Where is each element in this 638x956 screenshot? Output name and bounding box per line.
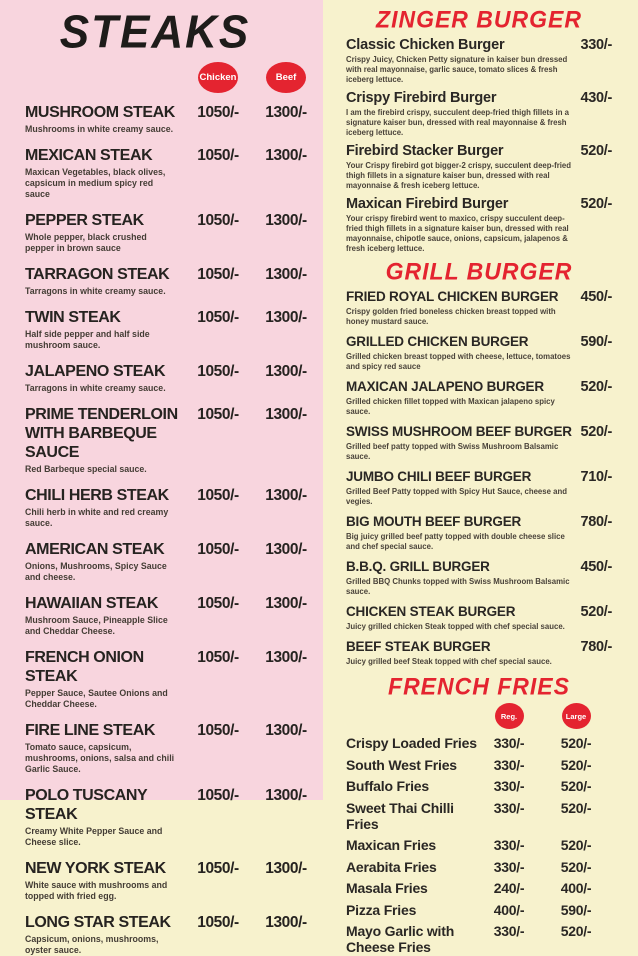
item-price-large: 520/- bbox=[560, 858, 592, 875]
item-price-large: 520/- bbox=[560, 837, 592, 853]
steak-menu-item bbox=[25, 913, 323, 956]
item-description: Mushrooms in white creamy sauce. bbox=[25, 124, 174, 134]
steak-menu-item bbox=[25, 146, 323, 200]
item-price-reg: 330/- bbox=[493, 858, 525, 875]
burger-item-head bbox=[346, 333, 612, 351]
item-price-reg: 400/- bbox=[493, 901, 525, 918]
burger-menu-item bbox=[346, 513, 612, 552]
steak-menu-item bbox=[25, 362, 323, 394]
steak-item-main bbox=[25, 362, 185, 394]
steak-menu-item bbox=[25, 594, 323, 637]
fries-menu-item bbox=[346, 859, 612, 875]
burger-item-head bbox=[346, 468, 612, 486]
burger-item-head bbox=[346, 142, 612, 160]
burger-menu-item bbox=[346, 638, 612, 667]
steak-item-main bbox=[25, 265, 185, 297]
item-description: Pepper Sauce, Sautee Onions and Cheddar Cheese. bbox=[25, 688, 168, 709]
item-price-chicken: 1050/- bbox=[197, 406, 239, 423]
burger-menu-item bbox=[346, 378, 612, 417]
item-description: Red Barbeque special sauce. bbox=[25, 464, 147, 474]
fries-menu-item bbox=[346, 923, 612, 955]
reg-column-header bbox=[478, 703, 540, 729]
item-description: Chili herb in white and red creamy sauce. bbox=[25, 507, 169, 528]
item-price-chicken: 1050/- bbox=[197, 860, 239, 877]
item-price: 710/- bbox=[580, 469, 612, 485]
steak-menu-item bbox=[25, 540, 323, 583]
steaks-section-title: STEAKS bbox=[59, 6, 251, 59]
item-price-chicken: 1050/- bbox=[197, 649, 239, 666]
large-column-header bbox=[540, 703, 612, 729]
grill-burger-list bbox=[346, 288, 612, 667]
steak-item-main bbox=[25, 486, 185, 529]
item-name: CHILI HERB STEAK bbox=[25, 487, 169, 504]
item-price-beef: 1300/- bbox=[265, 309, 307, 326]
item-price-beef: 1300/- bbox=[265, 406, 307, 423]
item-name: Sweet Thai Chilli Fries bbox=[346, 799, 454, 832]
steak-item-main bbox=[25, 308, 185, 351]
item-description: Grilled BBQ Chunks topped with Swiss Mushroom Balsamic sauce. bbox=[346, 577, 570, 596]
item-price-beef: 1300/- bbox=[265, 212, 307, 229]
steaks-list bbox=[25, 103, 323, 956]
burger-item-head bbox=[346, 195, 612, 213]
item-name: POLO TUSCANY STEAK bbox=[25, 787, 148, 823]
fries-menu-item bbox=[346, 902, 612, 918]
item-description: Grilled chicken fillet topped with Maxican jalapeno spicy sauce. bbox=[346, 397, 555, 416]
steak-item-main bbox=[25, 540, 185, 583]
steak-menu-item bbox=[25, 405, 323, 475]
item-price: 780/- bbox=[580, 514, 612, 530]
fries-menu-item bbox=[346, 837, 612, 853]
burger-item-head bbox=[346, 89, 612, 107]
item-price-reg: 330/- bbox=[493, 923, 525, 939]
large-price-badge: Large bbox=[562, 703, 591, 729]
steak-menu-item bbox=[25, 265, 323, 297]
item-description: Tarragons in white creamy sauce. bbox=[25, 286, 166, 296]
item-description: Mushroom Sauce, Pineapple Slice and Cheddar Cheese. bbox=[25, 615, 168, 636]
item-description: Tarragons in white creamy sauce. bbox=[25, 383, 166, 393]
item-description: Onions, Mushrooms, Spicy Sauce and cheese. bbox=[25, 561, 167, 582]
item-name: Crispy Firebird Burger bbox=[346, 90, 497, 106]
burger-menu-item bbox=[346, 89, 612, 138]
item-price-chicken: 1050/- bbox=[197, 363, 239, 380]
item-name: AMERICAN STEAK bbox=[25, 541, 165, 558]
item-description: Creamy White Pepper Sauce and Cheese slice. bbox=[25, 826, 163, 847]
burger-item-head bbox=[346, 288, 612, 306]
burger-item-head bbox=[346, 603, 612, 621]
steak-item-main bbox=[25, 146, 185, 200]
burger-menu-item bbox=[346, 288, 612, 327]
chicken-column-header bbox=[185, 62, 251, 93]
item-name: LONG STAR STEAK bbox=[25, 914, 171, 931]
burger-item-head bbox=[346, 378, 612, 396]
chicken-price-badge: Chicken bbox=[198, 62, 238, 93]
item-name: Firebird Stacker Burger bbox=[346, 143, 504, 159]
fries-menu-item bbox=[346, 778, 612, 794]
item-price: 520/- bbox=[580, 379, 612, 395]
burger-menu-item bbox=[346, 423, 612, 462]
steak-item-main bbox=[25, 721, 185, 775]
item-description: Capsicum, onions, mushrooms, oyster sauce. bbox=[25, 934, 159, 955]
item-name: Mayo Garlic with Cheese Fries bbox=[346, 923, 455, 955]
fries-menu-item bbox=[346, 880, 612, 896]
item-price-reg: 330/- bbox=[493, 837, 525, 853]
item-price-beef: 1300/- bbox=[265, 595, 307, 612]
item-name: Crispy Loaded Fries bbox=[346, 735, 477, 751]
fries-price-header-row bbox=[346, 703, 612, 729]
item-price-chicken: 1050/- bbox=[197, 722, 239, 739]
item-name: PRIME TENDERLOIN WITH BARBEQUE SAUCE bbox=[25, 406, 178, 461]
item-price-beef: 1300/- bbox=[265, 860, 307, 877]
steak-menu-item bbox=[25, 211, 323, 254]
burger-menu-item bbox=[346, 36, 612, 85]
item-price-beef: 1300/- bbox=[265, 363, 307, 380]
steak-menu-item bbox=[25, 859, 323, 902]
item-price: 590/- bbox=[580, 334, 612, 350]
item-name: CHICKEN STEAK BURGER bbox=[346, 604, 516, 619]
burger-menu-item bbox=[346, 558, 612, 597]
item-price-large: 590/- bbox=[560, 901, 592, 918]
item-price-beef: 1300/- bbox=[265, 104, 307, 121]
item-price-large: 520/- bbox=[560, 799, 592, 816]
item-price-beef: 1300/- bbox=[265, 266, 307, 283]
item-name: MAXICAN JALAPENO BURGER bbox=[346, 379, 544, 394]
item-name: FRENCH ONION STEAK bbox=[25, 649, 144, 685]
zinger-section-title: ZINGER BURGER bbox=[376, 5, 582, 33]
steak-item-main bbox=[25, 594, 185, 637]
item-name: Buffalo Fries bbox=[346, 778, 429, 794]
item-price-chicken: 1050/- bbox=[197, 487, 239, 504]
item-price-chicken: 1050/- bbox=[197, 309, 239, 326]
item-description: Crispy golden fried boneless chicken breast topped with honey mustard sauce. bbox=[346, 307, 556, 326]
item-price-chicken: 1050/- bbox=[197, 104, 239, 121]
steak-menu-item bbox=[25, 721, 323, 775]
item-name: JUMBO CHILI BEEF BURGER bbox=[346, 469, 532, 484]
burger-item-head bbox=[346, 558, 612, 576]
item-price: 330/- bbox=[580, 37, 612, 53]
item-price: 780/- bbox=[580, 639, 612, 655]
burger-menu-item bbox=[346, 468, 612, 507]
grill-section-title: GRILL BURGER bbox=[385, 257, 573, 285]
item-name: FIRE LINE STEAK bbox=[25, 722, 156, 739]
item-name: BEEF STEAK BURGER bbox=[346, 639, 491, 654]
burger-menu-item bbox=[346, 195, 612, 254]
item-name: TWIN STEAK bbox=[25, 309, 121, 326]
steaks-price-header-row bbox=[25, 62, 323, 93]
item-price: 520/- bbox=[580, 424, 612, 440]
burger-item-head bbox=[346, 638, 612, 656]
fries-menu-item bbox=[346, 757, 612, 773]
item-description: I am the firebird crispy, succulent deep-fried thigh fillets in a signature kaiser bun, dressed with real mayonnaise & fresh iceberg lettuce. bbox=[346, 108, 569, 137]
item-name: HAWAIIAN STEAK bbox=[25, 595, 159, 612]
reg-price-badge: Reg. bbox=[495, 703, 524, 729]
item-name: Masala Fries bbox=[346, 880, 428, 896]
item-price-reg: 330/- bbox=[493, 735, 525, 751]
item-price-large: 520/- bbox=[560, 778, 592, 794]
item-name: SWISS MUSHROOM BEEF BURGER bbox=[346, 424, 572, 439]
item-description: Your Crispy firebird got bigger-2 crispy, succulent deep-fried thigh fillets in a signature kaiser bun, dressed with real mayonnaise & fresh iceberg lettuce. bbox=[346, 161, 571, 190]
zinger-burger-list bbox=[346, 36, 612, 254]
item-name: MUSHROOM STEAK bbox=[25, 104, 175, 121]
item-price: 520/- bbox=[580, 196, 612, 212]
item-price-beef: 1300/- bbox=[265, 914, 307, 931]
item-price-reg: 330/- bbox=[493, 778, 525, 794]
item-name: Aerabita Fries bbox=[346, 858, 437, 875]
item-description: Juicy grilled beef Steak topped with chef special sauce. bbox=[346, 657, 552, 666]
item-price-beef: 1300/- bbox=[265, 649, 307, 666]
steak-menu-item bbox=[25, 786, 323, 848]
burger-item-head bbox=[346, 513, 612, 531]
item-price-beef: 1300/- bbox=[265, 147, 307, 164]
item-price-reg: 330/- bbox=[493, 799, 525, 816]
burger-item-head bbox=[346, 36, 612, 54]
item-name: B.B.Q. GRILL BURGER bbox=[346, 559, 490, 574]
steak-item-main bbox=[25, 405, 185, 475]
item-price-reg: 330/- bbox=[493, 756, 525, 773]
item-description: Your crispy firebird went to maxico, crispy succulent deep-fried thigh fillets in a signature kaiser bun, dressed with real mayonnaise, chipotle sauce, onions, capsicum, jalapenos & fresh iceberg lettuce. bbox=[346, 214, 569, 253]
item-price: 450/- bbox=[580, 559, 612, 575]
beef-price-badge: Beef bbox=[266, 62, 306, 93]
item-name: NEW YORK STEAK bbox=[25, 860, 166, 877]
steak-item-main bbox=[25, 103, 185, 135]
item-price-chicken: 1050/- bbox=[197, 595, 239, 612]
item-name: FRIED ROYAL CHICKEN BURGER bbox=[346, 289, 559, 304]
fries-menu-item bbox=[346, 800, 612, 832]
item-name: MEXICAN STEAK bbox=[25, 147, 153, 164]
steak-item-main bbox=[25, 786, 185, 848]
beef-column-header bbox=[251, 62, 321, 93]
item-price: 430/- bbox=[580, 90, 612, 106]
item-description: Whole pepper, black crushed pepper in brown sauce bbox=[25, 232, 147, 253]
item-price: 520/- bbox=[580, 604, 612, 620]
burgers-fries-panel bbox=[338, 0, 638, 955]
item-price-beef: 1300/- bbox=[265, 541, 307, 558]
burger-menu-item bbox=[346, 142, 612, 191]
item-price-large: 400/- bbox=[560, 880, 592, 896]
item-description: Tomato sauce, capsicum, mushrooms, onions, salsa and chili Garlic Sauce. bbox=[25, 742, 175, 774]
item-price-beef: 1300/- bbox=[265, 722, 307, 739]
item-price-chicken: 1050/- bbox=[197, 787, 239, 804]
item-description: Grilled Beef Patty topped with Spicy Hut Sauce, cheese and vegies. bbox=[346, 487, 567, 506]
steak-item-main bbox=[25, 859, 185, 902]
item-price-reg: 240/- bbox=[493, 880, 525, 896]
item-name: Classic Chicken Burger bbox=[346, 37, 505, 53]
item-description: Grilled beef patty topped with Swiss Mushroom Balsamic sauce. bbox=[346, 442, 559, 461]
item-price-large: 520/- bbox=[560, 923, 592, 939]
item-price-beef: 1300/- bbox=[265, 487, 307, 504]
steak-item-main bbox=[25, 913, 185, 956]
item-description: Grilled chicken breast topped with cheese, lettuce, tomatoes and spicy red sauce bbox=[346, 352, 571, 371]
item-name: TARRAGON STEAK bbox=[25, 266, 170, 283]
steak-menu-item bbox=[25, 308, 323, 351]
item-name: GRILLED CHICKEN BURGER bbox=[346, 334, 529, 349]
item-price: 450/- bbox=[580, 289, 612, 305]
item-description: White sauce with mushrooms and topped with fried egg. bbox=[25, 880, 168, 901]
item-description: Big juicy grilled beef patty topped with double cheese slice and chef special sauce. bbox=[346, 532, 565, 551]
burger-menu-item bbox=[346, 333, 612, 372]
item-name: South West Fries bbox=[346, 756, 457, 773]
item-price-chicken: 1050/- bbox=[197, 541, 239, 558]
item-price-large: 520/- bbox=[560, 735, 592, 751]
fries-menu-item bbox=[346, 735, 612, 751]
burger-item-head bbox=[346, 423, 612, 441]
item-price-chicken: 1050/- bbox=[197, 266, 239, 283]
item-name: Maxican Firebird Burger bbox=[346, 196, 509, 212]
steak-item-main bbox=[25, 211, 185, 254]
steak-menu-item bbox=[25, 103, 323, 135]
fries-section-title: FRENCH FRIES bbox=[388, 672, 570, 700]
item-description: Juicy grilled chicken Steak topped with chef special sauce. bbox=[346, 622, 565, 631]
steak-menu-item bbox=[25, 486, 323, 529]
fries-list bbox=[346, 735, 612, 955]
steak-menu-item bbox=[25, 648, 323, 710]
item-price-chicken: 1050/- bbox=[197, 914, 239, 931]
item-price-large: 520/- bbox=[560, 756, 592, 773]
item-name: Pizza Fries bbox=[346, 901, 417, 918]
item-price-beef: 1300/- bbox=[265, 787, 307, 804]
item-description: Crispy Juicy, Chicken Petty signature in kaiser bun dressed with real mayonnaise, garlic sauce, tomato slices & fresh iceberg lettuce. bbox=[346, 55, 568, 84]
item-description: Maxican Vegetables, black olives, capsicum in medium spicy red sauce bbox=[25, 167, 166, 199]
item-name: PEPPER STEAK bbox=[25, 212, 144, 229]
item-description: Half side pepper and half side mushroom sauce. bbox=[25, 329, 150, 350]
item-price-chicken: 1050/- bbox=[197, 147, 239, 164]
item-name: JALAPENO STEAK bbox=[25, 363, 166, 380]
item-name: Maxican Fries bbox=[346, 837, 436, 853]
burger-menu-item bbox=[346, 603, 612, 632]
item-price: 520/- bbox=[580, 143, 612, 159]
item-price-chicken: 1050/- bbox=[197, 212, 239, 229]
item-name: BIG MOUTH BEEF BURGER bbox=[346, 514, 522, 529]
steak-item-main bbox=[25, 648, 185, 710]
